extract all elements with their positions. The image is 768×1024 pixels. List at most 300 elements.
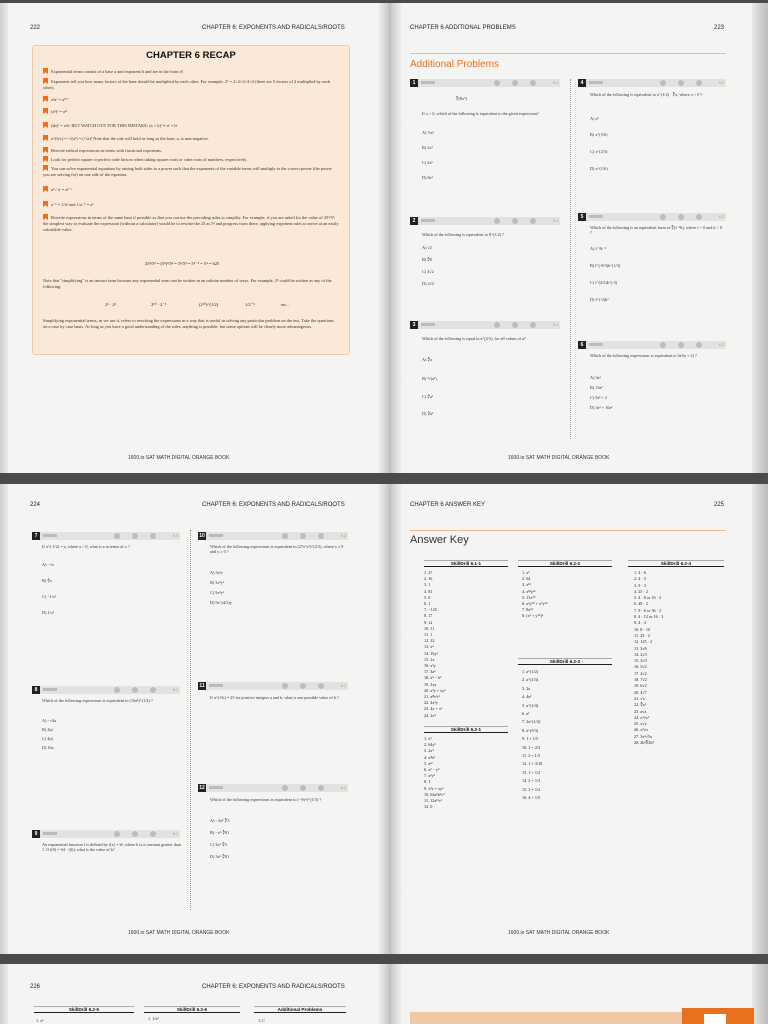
answer-entry: 26. x³√x	[634, 727, 649, 733]
problem-header	[410, 79, 560, 87]
recap-form: etc...	[281, 302, 290, 307]
timer-icon[interactable]	[114, 533, 120, 539]
answer-choice[interactable]: A) −3x²·∛3	[210, 818, 230, 823]
problem-label-bar	[589, 81, 603, 84]
answer-entry: 6. a²	[522, 711, 530, 717]
section-tag: 6.2	[553, 322, 558, 327]
answer-choice[interactable]: A) x⁶	[590, 116, 600, 121]
book-gutter	[378, 3, 402, 473]
page-edge-left	[0, 484, 8, 954]
answer-choice[interactable]: B) x^(5/6)	[590, 132, 608, 137]
problem-label-bar	[421, 323, 435, 326]
answer-choice[interactable]: B) −x²·∛81	[210, 830, 230, 835]
answer-entry: 9. 4 · 4	[634, 620, 646, 626]
problem-number: 7	[32, 532, 40, 540]
left-page-header: CHAPTER 6: EXPONENTS AND RADICALS/ROOTS	[202, 502, 345, 508]
answer-choice[interactable]: A) 3x²y	[210, 570, 224, 575]
answer-entry: 1. 1/x³	[148, 1016, 159, 1021]
answer-entry: 1. 4 · 6	[634, 570, 646, 575]
difficulty-icon[interactable]	[132, 687, 138, 693]
problem-given: ∛(8x⁹)	[456, 96, 468, 101]
problem-question: Which of the following is equal to a^(2/3), for all values of a?	[422, 336, 526, 341]
problem-label-bar	[421, 219, 435, 222]
answer-entry: 27. 3x²√5x	[634, 733, 653, 739]
answer-entry: 7. x³y⁵	[424, 773, 436, 779]
problem-number: 6	[578, 341, 586, 349]
answer-entry: 14. 2 + 1/3	[522, 778, 541, 784]
answer-choice[interactable]: B) 2x³	[422, 145, 433, 150]
answer-entry: 20. x³y + xy²	[424, 687, 446, 693]
answer-entry: 2. 64y⁵	[424, 742, 436, 748]
skilldrill-header: Additional Problems	[254, 1006, 346, 1013]
problem-question: Which of the following is an equivalent form of ∛(f⁻⁸k), where f > 0 and k > 0 ?	[590, 225, 722, 236]
answer-entry: 1. x²	[36, 1018, 44, 1023]
problem-question: Which of the following is equivalent to 8^(1/2) ?	[422, 232, 504, 237]
answer-entry: 6. 49 · 2	[634, 601, 648, 607]
answer-entry: 19. 2xy	[424, 681, 437, 687]
problem-number: 3	[410, 321, 418, 329]
spread-2	[0, 484, 768, 954]
answer-entry: 4. x¹⁸y²¹	[522, 588, 536, 594]
help-icon[interactable]	[530, 80, 536, 86]
help-icon[interactable]	[318, 683, 324, 689]
answer-entry: 9. 12	[424, 619, 433, 625]
answer-choice[interactable]: C) 9x⁴y²	[210, 590, 225, 595]
difficulty-icon[interactable]	[512, 218, 518, 224]
page-number-226: 226	[30, 984, 41, 990]
book-gutter	[378, 964, 402, 1024]
answer-choice[interactable]: D) ∜a²	[422, 411, 434, 416]
answer-entry: 8. (x³ + y¹⁰)²	[522, 613, 544, 619]
section-tag: 6.2	[719, 214, 724, 219]
problem-question: Which of the following expressions is equivalent to (27x⁶y³)^(2/3), where x ≥ 0 and y ≥ 0 ?	[210, 544, 344, 555]
answer-entry: 6. x³ − y³	[424, 767, 440, 773]
left-footer: 1600.io SAT MATH DIGITAL ORANGE BOOK	[128, 455, 230, 461]
answer-entry: 5. a¹²	[424, 760, 433, 766]
answer-entry: 1. C	[258, 1018, 265, 1023]
answer-choice[interactable]: D) f^(-2)k³	[590, 297, 609, 302]
answer-entry: 11. 12a¹⁵c³	[424, 798, 443, 804]
timer-icon[interactable]	[114, 831, 120, 837]
difficulty-icon[interactable]	[678, 342, 684, 348]
problem-question: If a^(-1/2) = x, where a > 0, what is a in terms of x ?	[42, 544, 130, 549]
difficulty-icon[interactable]	[300, 533, 306, 539]
skilldrill-header: SkillDrill 6.2-4	[628, 560, 724, 567]
answer-entry: 5. a^(1/4)	[522, 702, 539, 708]
difficulty-icon[interactable]	[512, 80, 518, 86]
help-icon[interactable]	[696, 80, 702, 86]
problem-header	[410, 321, 560, 329]
left-page-header: CHAPTER 6: EXPONENTS AND RADICALS/ROOTS	[202, 984, 345, 990]
section-tag: 6.2	[341, 683, 346, 688]
problem-label-bar	[589, 343, 603, 346]
problem-label-bar	[43, 688, 57, 691]
answer-choice[interactable]: D) 9x^(4/3)y	[210, 600, 232, 605]
problem-label-bar	[209, 534, 223, 537]
section-tag: 6.2	[341, 533, 346, 538]
answer-entry: 7. 8x¹⁶	[522, 607, 534, 613]
recap-item: Exponents tell you how many factors of the base should be multiplied by each other. For example, 2⁵ = 2×2×2×2×2 (there are 5 factors of 2 multiplied by each other).	[43, 79, 330, 90]
problem-header	[578, 79, 726, 87]
problem-number: 9	[32, 830, 40, 838]
timer-icon[interactable]	[660, 342, 666, 348]
right-footer: 1600.io SAT MATH DIGITAL ORANGE BOOK	[508, 930, 610, 936]
answer-choice[interactable]: A) ⅓x³	[422, 130, 434, 135]
answer-choice[interactable]: B) 15a³	[590, 385, 603, 390]
bookmark-icon	[43, 78, 48, 84]
problem-number: 5	[578, 213, 586, 221]
bookmark-icon	[43, 68, 48, 74]
problem-header	[578, 341, 726, 349]
answer-entry: 3. x¹⁸	[522, 582, 531, 588]
answer-entry: 13. 1 + 1/2	[522, 769, 541, 775]
answer-entry: 13. 2√6	[634, 645, 647, 651]
problem-number: 12	[199, 785, 205, 791]
problem-number: 1	[410, 79, 418, 87]
answer-entry: 8. 4 · 12 or 16 · 3	[634, 614, 664, 620]
answer-entry: 7. −125	[424, 607, 437, 613]
problem-number: 10	[199, 533, 205, 539]
recap-item: You can solve exponential equations by raising both sides to a power such that the exponents of the variable terms will multiply to the correct power (the power you are solving for) on one side of the equation.	[43, 166, 332, 177]
answer-entry: 16. 5√2	[634, 664, 647, 670]
recap-form: (2¹⁰)^(1/2)	[199, 302, 219, 307]
page-edge-left	[0, 3, 8, 473]
answer-entry: 16. x³y	[424, 663, 436, 669]
answer-entry: 18. 7√2	[634, 677, 647, 683]
section-tag: 6.2	[173, 687, 178, 692]
bookmark-icon	[43, 214, 48, 220]
recap-title: CHAPTER 6 RECAP	[146, 50, 236, 61]
problem-label-bar	[43, 534, 57, 537]
difficulty-icon[interactable]	[678, 80, 684, 86]
answer-entry: 3. 2a	[522, 685, 531, 691]
page-number-225: 225	[714, 502, 725, 508]
problem-label-bar	[589, 215, 603, 218]
page-edge-right	[752, 3, 768, 473]
problem-question: If x > 0, which of the following is equivalent to the given expression?	[422, 111, 539, 116]
tab-marker: |	[704, 1014, 726, 1024]
answer-entry: 4. x³b³	[424, 754, 435, 760]
answer-choice[interactable]: C) −1/x²	[42, 594, 57, 599]
answer-entry: 4. 4a²	[522, 694, 532, 700]
answer-entry: 15. 2x	[424, 656, 435, 662]
answer-entry: 21. √x	[634, 695, 645, 701]
problem-header	[198, 532, 348, 540]
answer-entry: 25. x√y	[634, 721, 647, 727]
answer-choice[interactable]: D) 2√2	[422, 281, 434, 286]
answer-choice[interactable]: C) f^(2/3)k^(-3)	[590, 280, 618, 285]
answer-entry: 11. 2 + 1/3	[522, 753, 541, 759]
answer-column	[522, 668, 542, 803]
answer-entry: 12. 32	[424, 638, 435, 644]
recap-item: a^(b/c) = ᶜ√(aᵇ) = (ᶜ√a)ᵇ Note that the rule will hold as long as the base, a, is non-negative.	[43, 135, 339, 142]
recap-item: Rewrite radical expressions as terms with fractional exponents.	[43, 147, 339, 154]
recap-item: Rewrite expressions in terms of the same base if possible so that you can use the preceding rules to simplify. For example, if you are asked for the value of 25³/5², the simplest way to evaluate the expression (without a calculator) would be to rewrite the 25 as 5² and progress from there, applying exponent rules to arrive at an easily calculable value.	[43, 215, 339, 232]
help-icon[interactable]	[530, 218, 536, 224]
problem-header	[32, 830, 180, 838]
timer-icon[interactable]	[494, 80, 500, 86]
recap-closing: Simplifying exponential terms, as we use it, refers to rewriting the expressions in a way that is useful in solving any particular problem on the test. Take the questions on a case by case basis. As long as you have a good understanding of the rules, anything is possible, but some options will be clearly more advantageous.	[43, 318, 334, 329]
answer-column	[634, 570, 663, 746]
answer-entry: 1. 27	[424, 570, 433, 575]
answer-choice[interactable]: B) f^(-8/3)k^(1/3)	[590, 263, 621, 268]
additional-problems-title: Additional Problems	[410, 59, 499, 70]
answer-entry: 21. a²b²c²	[424, 694, 440, 700]
answer-column	[424, 736, 445, 810]
answer-choice[interactable]: B) ∜x	[42, 578, 52, 583]
recap-form: 1/2⁻⁵	[245, 302, 255, 307]
timer-icon[interactable]	[282, 683, 288, 689]
bookmark-icon	[43, 201, 48, 207]
right-page-header: CHAPTER 6 ADDITIONAL PROBLEMS	[410, 25, 516, 31]
section-tag: 6.2	[719, 342, 724, 347]
bookmark-icon	[43, 156, 48, 162]
answer-entry: 3. 9 · 3	[634, 582, 646, 588]
help-icon[interactable]	[150, 687, 156, 693]
answer-choice[interactable]: C) 4√2	[422, 269, 434, 274]
problem-number: 4	[578, 79, 586, 87]
answer-entry: 12. 1 + 3/10	[522, 761, 543, 767]
answer-choice[interactable]: C) x^(2/3)	[590, 149, 608, 154]
left-page-header: CHAPTER 6: EXPONENTS AND RADICALS/ROOTS	[202, 25, 345, 31]
problem-label-bar	[209, 684, 223, 687]
answer-entry: 2. 64	[522, 576, 531, 582]
problem-header	[32, 532, 180, 540]
problem-question: If a^(1/b) = 25 for positive integers a and b, what is one possible value of b ?	[210, 695, 339, 700]
bookmark-icon	[43, 96, 48, 102]
difficulty-icon[interactable]	[300, 785, 306, 791]
skilldrill-header: SkillDrill 6.2-2	[518, 560, 612, 567]
answer-entry: 6. 1	[424, 601, 431, 607]
title-underline	[410, 53, 726, 54]
answer-entry: 5. 0	[424, 594, 431, 600]
help-icon[interactable]	[150, 831, 156, 837]
answer-entry: 15. 3√3	[634, 658, 647, 664]
answer-entry: 7. 9 · 6 or 36 · 2	[634, 607, 662, 613]
answer-entry: 1. a^(1/2)	[522, 669, 539, 674]
recap-item: (ab)ᶜ = aᶜbᶜ BUT WATCH OUT FOR THIS MISTAKE: (a + b)ᶜ ≠ aᶜ + bᶜ	[43, 122, 339, 129]
answer-entry: 5. 13x¹⁰	[522, 594, 536, 600]
skilldrill-header: SkillDrill 6.2-5	[34, 1006, 134, 1013]
answer-choice[interactable]: A) √2	[422, 245, 432, 250]
recap-item: Look for perfect square or perfect cube factors when taking square roots or cube roots of numbers, respectively.	[43, 156, 339, 163]
answer-entry: 1. x⁹	[424, 736, 432, 741]
answer-entry: 10. 8 · 10	[634, 626, 651, 632]
right-footer: 1600.io SAT MATH DIGITAL ORANGE BOOK	[508, 455, 610, 461]
answer-entry: 7. 2a^(1/2)	[522, 719, 541, 725]
spread-1	[0, 3, 768, 473]
help-icon[interactable]	[318, 785, 324, 791]
recap-item: (aᵇ)ᶜ = aᵇᶜ	[43, 108, 339, 115]
answer-entry: 1. x⁵	[522, 570, 530, 575]
answer-entry: 20. 4√7	[634, 689, 647, 695]
answer-entry: 16. 4 + 1/5	[522, 795, 541, 801]
book-gutter	[378, 484, 402, 954]
answer-entry: 11. 25 · 2	[634, 632, 650, 638]
problem-number: 2	[410, 217, 418, 225]
answer-choice[interactable]: D) 3x²·∛81	[210, 854, 230, 859]
problem-question: Which of the following expressions is equivalent to (−9x⁶)^(1/3) ?	[210, 797, 322, 802]
skilldrill-header: SkillDrill 6.2-6	[144, 1006, 240, 1013]
section-tag: 6.2	[719, 80, 724, 85]
help-icon[interactable]	[318, 533, 324, 539]
recap-item: aᵇ / aᶜ = aᵇ⁻ᶜ	[43, 186, 339, 193]
answer-entry: 3. 2x³	[424, 748, 434, 754]
answer-entry: 17. 3a³	[424, 669, 436, 675]
answer-choice[interactable]: A) f⁻⁸k⁻³	[590, 246, 607, 251]
section-tag: 6.3	[173, 533, 178, 538]
problem-header	[578, 213, 726, 221]
page-edge-left	[0, 964, 8, 1024]
answer-entry: 19. 6√2	[634, 683, 647, 689]
answer-entry: 3. 1	[424, 582, 431, 588]
help-icon[interactable]	[530, 322, 536, 328]
bookmark-icon	[43, 147, 48, 153]
problem-question: An exponential function f is defined by f(x) = bˣ, where b is a constant greater than 1. If f(9) = 64 · f(6), what is the value of b?	[42, 842, 182, 853]
answer-choice[interactable]: A) −√4a	[42, 718, 57, 723]
answer-entry: 5. 4 · 8 or 16 · 2	[634, 595, 662, 601]
page-number-223: 223	[714, 25, 725, 31]
answer-entry: 23. 4x + x³	[424, 706, 443, 712]
help-icon[interactable]	[696, 214, 702, 220]
answer-entry: 24. 2x²	[424, 712, 436, 718]
answer-choice[interactable]: C) 3x²·∛3	[210, 842, 227, 847]
answer-column	[424, 570, 446, 719]
column-divider	[570, 79, 571, 439]
skilldrill-header: SkillDrill 6.2-3	[518, 658, 612, 665]
answer-entry: 8. 17	[424, 613, 433, 619]
timer-icon[interactable]	[282, 533, 288, 539]
recap-item: Exponential terms consist of a base a and exponent b and are in the form aᵇ.	[43, 68, 339, 75]
recap-example: 25³/5² = (5²)³/5² = 5⁶/5² = 5⁶⁻² = 5⁴ = 625	[145, 261, 220, 266]
spread-3	[0, 964, 768, 1024]
answer-choice[interactable]: D) x^(1/6)	[590, 166, 608, 171]
title-underline	[410, 530, 726, 531]
answer-key-title: Answer Key	[410, 534, 469, 546]
problem-question: Which of the following expressions is equivalent to (16a⁴)^(1/4) ?	[42, 698, 153, 703]
answer-choice[interactable]: C) 2x⁶	[422, 160, 433, 165]
recap-form: 2³ · 2²	[105, 302, 116, 307]
timer-icon[interactable]	[494, 218, 500, 224]
answer-choice[interactable]: A) −√x	[42, 562, 55, 567]
answer-choice[interactable]: D) 1/x²	[42, 610, 55, 615]
timer-icon[interactable]	[494, 322, 500, 328]
recap-item: aᵇaᶜ = aᵇ⁺ᶜ	[43, 96, 339, 103]
bookmark-icon	[43, 108, 48, 114]
answer-choice[interactable]: A) 5a³	[590, 375, 601, 380]
chapter-tab	[682, 1008, 754, 1024]
problem-number: 11	[199, 683, 205, 689]
problem-label-bar	[43, 832, 57, 835]
answer-choice[interactable]: A) ∛a	[422, 357, 432, 362]
answer-entry: 8. a^(5/3)	[522, 727, 539, 733]
problem-header	[198, 682, 348, 690]
difficulty-icon[interactable]	[132, 533, 138, 539]
difficulty-icon[interactable]	[300, 683, 306, 689]
page-number-222: 222	[30, 25, 41, 31]
recap-item: a⁻ᵇ = 1/aᵇ and 1/a⁻ᵇ = aᵇ	[43, 201, 339, 208]
timer-icon[interactable]	[660, 80, 666, 86]
skilldrill-header: SkillDrill 6.2-1	[424, 726, 508, 733]
answer-entry: 11. 1	[424, 632, 433, 638]
answer-choice[interactable]: D) 8x³	[422, 175, 433, 180]
bookmark-icon	[43, 186, 48, 192]
answer-entry: 9. 1 + 1/5	[522, 736, 539, 742]
page-edge-right	[752, 484, 768, 954]
difficulty-icon[interactable]	[512, 322, 518, 328]
answer-entry: 17. 4√2	[634, 670, 647, 676]
answer-choice[interactable]: C) 4|a|	[42, 736, 53, 741]
answer-entry: 6. x²y¹⁰ + x⁵y¹⁰	[522, 601, 548, 607]
answer-entry: 10. 64a⁶b⁶c⁹	[424, 791, 445, 797]
answer-entry: 2. 4 · 3	[634, 576, 646, 582]
timer-icon[interactable]	[282, 785, 288, 791]
answer-entry: 8. 1	[424, 779, 431, 785]
difficulty-icon[interactable]	[678, 214, 684, 220]
answer-entry: 28. 2b²∛2b²	[634, 740, 654, 746]
answer-entry: 9. x³y + xy²	[424, 785, 444, 791]
column-divider	[190, 530, 191, 910]
answer-choice[interactable]: B) 3x⁴y²	[210, 580, 225, 585]
bookmark-icon	[43, 122, 48, 128]
problem-header	[410, 217, 560, 225]
section-tag: 6.2	[553, 80, 558, 85]
problem-label-bar	[421, 81, 435, 84]
left-footer: 1600.io SAT MATH DIGITAL ORANGE BOOK	[128, 930, 230, 936]
answer-entry: 12. 125 · 2	[634, 639, 653, 645]
page-edge-right	[752, 964, 768, 1024]
answer-entry: 15. 2 + 1/2	[522, 786, 541, 792]
answer-choice[interactable]: B) 2|a|	[42, 727, 53, 732]
problem-number: 8	[32, 686, 40, 694]
bookmark-icon	[43, 165, 48, 171]
section-tag: 6.2	[553, 218, 558, 223]
page-number-224: 224	[30, 502, 41, 508]
problem-question: Which of the following is equivalent to x^(1/2) · ∛x, where x > 0 ?	[590, 92, 703, 97]
section-tag: 6.2	[173, 831, 178, 836]
timer-icon[interactable]	[114, 687, 120, 693]
answer-entry: 23. a√a	[634, 708, 647, 714]
help-icon[interactable]	[150, 533, 156, 539]
problem-header	[198, 784, 348, 792]
answer-choice[interactable]: C) 5a³ + 2	[590, 395, 607, 400]
answer-entry: 2. 16	[424, 576, 433, 582]
answer-choice[interactable]: D) 16a	[42, 745, 54, 750]
difficulty-icon[interactable]	[132, 831, 138, 837]
answer-entry: 18. x³ − b³	[424, 675, 442, 681]
answer-entry: 4. 25 · 2	[634, 588, 648, 594]
answer-entry: 10. 1 + 2/3	[522, 744, 541, 750]
answer-entry: 4. 81	[424, 588, 433, 594]
answer-entry: 2. a^(1/3)	[522, 677, 539, 683]
answer-column	[522, 570, 548, 620]
recap-note: Note that "simplifying" is an inexact term because any exponential term can be written in an infinite number of ways. For example, 2⁵ could be written as any of the following:	[43, 278, 332, 289]
section-tag: 6.2	[341, 785, 346, 790]
timer-icon[interactable]	[660, 214, 666, 220]
answer-choice[interactable]: B) ∛8	[422, 257, 432, 262]
answer-entry: 12. 0	[424, 804, 433, 810]
recap-form: 2¹⁰ · 2⁻⁵	[151, 302, 167, 307]
help-icon[interactable]	[696, 342, 702, 348]
answer-entry: 13. x²	[424, 644, 434, 650]
right-page-header: CHAPTER 6 ANSWER KEY	[410, 502, 486, 508]
problem-label-bar	[209, 786, 223, 789]
answer-choice[interactable]: D) 5a³ + 10a²	[590, 405, 613, 410]
bookmark-icon	[43, 135, 48, 141]
skilldrill-header: SkillDrill 6.1-1	[424, 560, 508, 567]
answer-choice[interactable]: C) ∜a³	[422, 394, 434, 399]
answer-choice[interactable]: B) ³√(a²)	[422, 376, 437, 381]
